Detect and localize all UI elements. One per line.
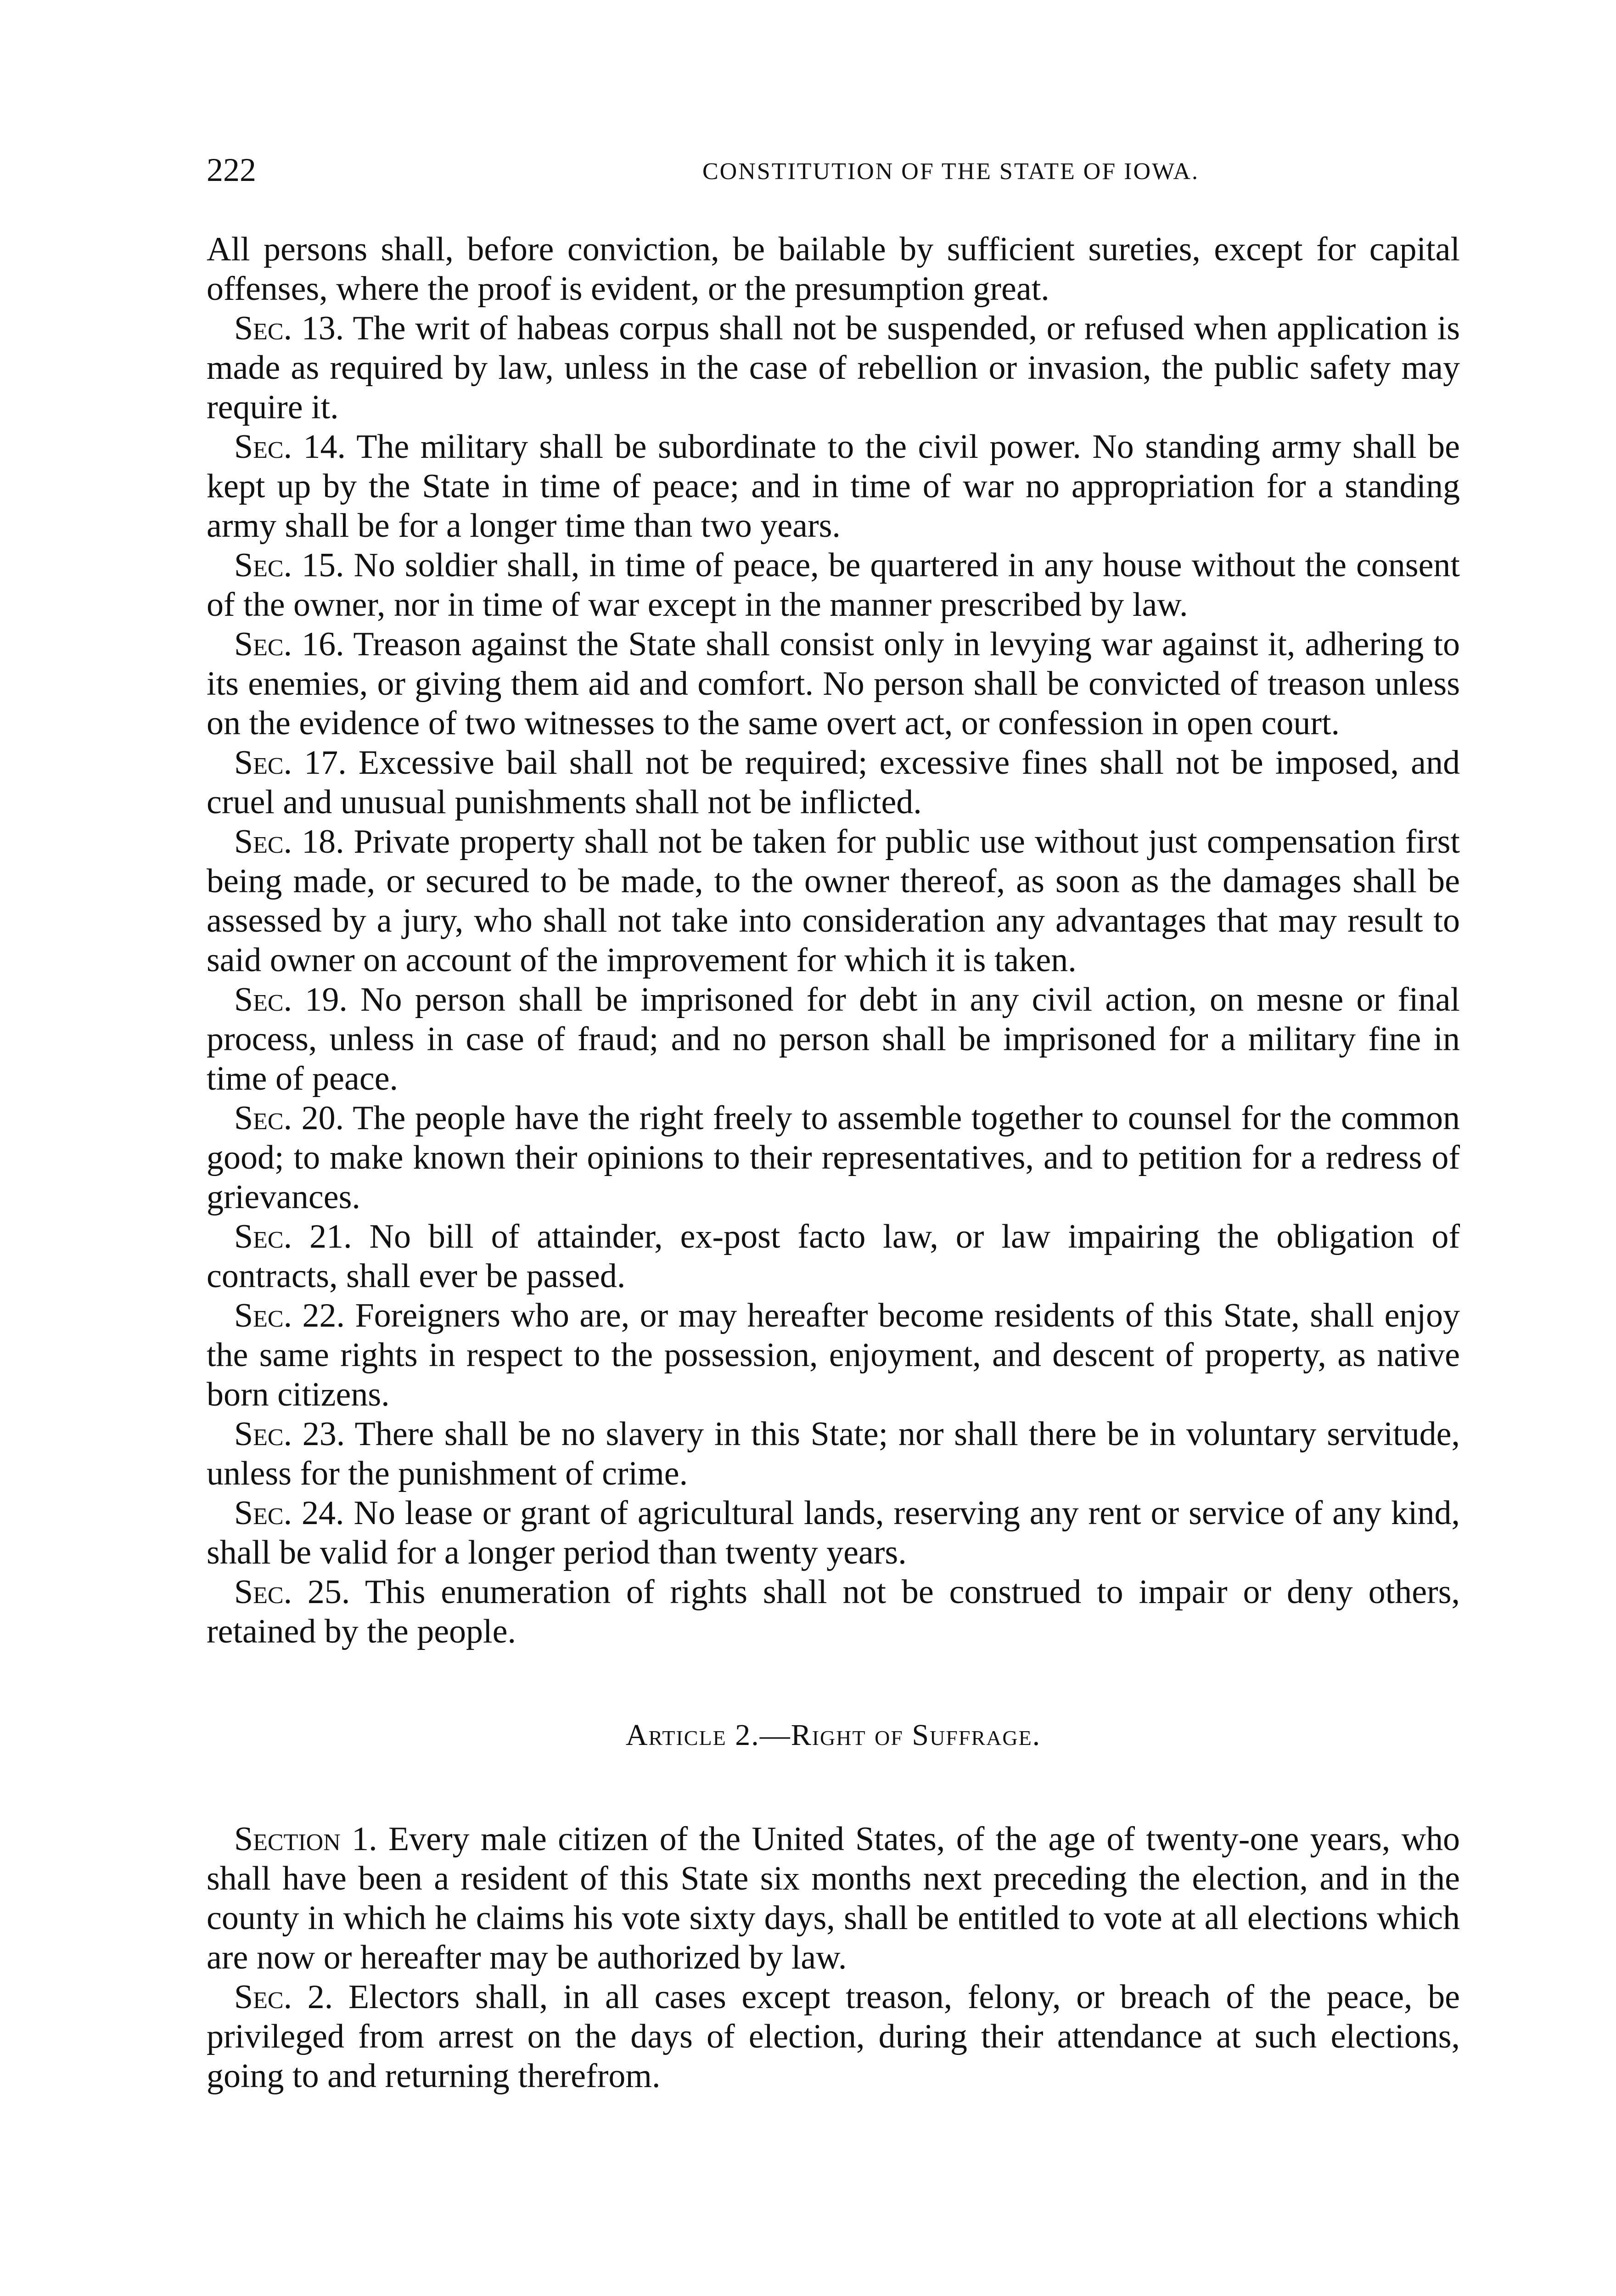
- section-13: [207, 309, 1460, 427]
- paragraph-continuation: [207, 230, 1460, 309]
- article-heading: Article 2.—Right of Suffrage.: [625, 1718, 1041, 1752]
- section-24: [207, 1493, 1460, 1572]
- section-text: Foreigners who are, or may hereafter become residents of this State, shall enjoy the same rights in respect to the possession, enjoyment, and descent of property, as native born citizens.: [207, 1297, 1460, 1413]
- section-number: Sec. 18.: [234, 823, 344, 861]
- section-number: Sec. 13.: [234, 310, 344, 347]
- section-text: No bill of attainder, ex-post facto law, or law impairing the obligation of contracts, shall ever be passed.: [207, 1218, 1460, 1295]
- section-number: Sec. 17.: [234, 744, 347, 782]
- section-text: No person shall be imprisoned for debt in any civil action, on mesne or final process, unless in case of fraud; and no person shall be imprisoned for a military fine in time of peace.: [207, 981, 1460, 1097]
- section-20: [207, 1098, 1460, 1217]
- section-text: Excessive bail shall not be required; excessive fines shall not be imposed, and cruel and unusual punishments shall not be inflicted.: [207, 744, 1460, 821]
- section-text: Every male citizen of the United States, of the age of twenty-one years, who shall have been a resident of this State six months next preceding the election, and in the county in which he claims his vote sixty days, shall be entitled to vote at all elections which are now or hereafter may be authorized by law.: [207, 1820, 1460, 1976]
- section-number: Sec. 19.: [234, 981, 348, 1019]
- section-number: Section 1.: [234, 1820, 377, 1858]
- section-text: All persons shall, before conviction, be bailable by sufficient sureties, except for capital offenses, where the proof is evident, or the presumption great.: [207, 231, 1460, 308]
- section-19: [207, 980, 1460, 1098]
- body-text: [207, 230, 1460, 2096]
- section-text: Electors shall, in all cases except treason, felony, or breach of the peace, be privileged from arrest on the days of election, during their attendance at such elections, going to and returning therefrom.: [207, 1978, 1460, 2095]
- section-17: [207, 743, 1460, 822]
- section-25: [207, 1572, 1460, 1651]
- section-text: Private property shall not be taken for public use without just compensation first being made, or secured to be made, to the owner thereof, as soon as the damages shall be assessed by a jury, who shall not take into consideration any advantages that may result to said owner on account of the improvement for which it is taken.: [207, 823, 1460, 979]
- running-head: [207, 149, 1460, 191]
- section-number: Sec. 20.: [234, 1099, 344, 1137]
- section-number: Sec. 16.: [234, 625, 344, 663]
- article-2-section-1: [207, 1819, 1460, 1977]
- section-text: There shall be no slavery in this State; nor shall there be in voluntary servitude, unless for the punishment of crime.: [207, 1415, 1460, 1492]
- section-text: No soldier shall, in time of peace, be quartered in any house without the consent of the owner, nor in time of war except in the manner prescribed by law.: [207, 546, 1460, 624]
- section-23: [207, 1414, 1460, 1493]
- section-number: Sec. 23.: [234, 1415, 345, 1453]
- section-15: [207, 546, 1460, 625]
- section-number: Sec. 21.: [234, 1218, 352, 1255]
- page-number: 222: [207, 152, 256, 188]
- section-number: Sec. 25.: [234, 1573, 350, 1611]
- section-number: Sec. 24.: [234, 1494, 344, 1532]
- section-18: [207, 822, 1460, 980]
- section-text: The writ of habeas corpus shall not be suspended, or refused when application is made as required by law, unless in the case of rebellion or invasion, the public safety may require it.: [207, 310, 1460, 426]
- section-number: Sec. 22.: [234, 1297, 345, 1334]
- section-number: Sec. 15.: [234, 546, 344, 584]
- section-text: The military shall be subordinate to the civil power. No standing army shall be kept up by the State in time of peace; and in time of war no appropriation for a standing army shall be for a longer time than two years.: [207, 428, 1460, 545]
- section-22: [207, 1296, 1460, 1414]
- section-text: The people have the right freely to assemble together to counsel for the common good; to make known their opinions to their representatives, and to petition for a redress of grievances.: [207, 1099, 1460, 1216]
- section-text: Treason against the State shall consist only in levying war against it, adhering to its enemies, or giving them aid and comfort. No person shall be convicted of treason unless on the evidence of two witnesses to the same overt act, or confession in open court.: [207, 625, 1460, 742]
- section-14: [207, 427, 1460, 546]
- page-title: CONSTITUTION OF THE STATE OF IOWA.: [702, 158, 1199, 185]
- section-number: Sec. 14.: [234, 428, 346, 466]
- section-16: [207, 625, 1460, 743]
- section-21: [207, 1217, 1460, 1296]
- section-number: Sec. 2.: [234, 1978, 333, 2016]
- article-2-section-2: [207, 1977, 1460, 2096]
- section-text: This enumeration of rights shall not be construed to impair or deny others, retained by the people.: [207, 1573, 1460, 1650]
- section-text: No lease or grant of agricultural lands, reserving any rent or service of any kind, shall be valid for a longer period than twenty years.: [207, 1494, 1460, 1571]
